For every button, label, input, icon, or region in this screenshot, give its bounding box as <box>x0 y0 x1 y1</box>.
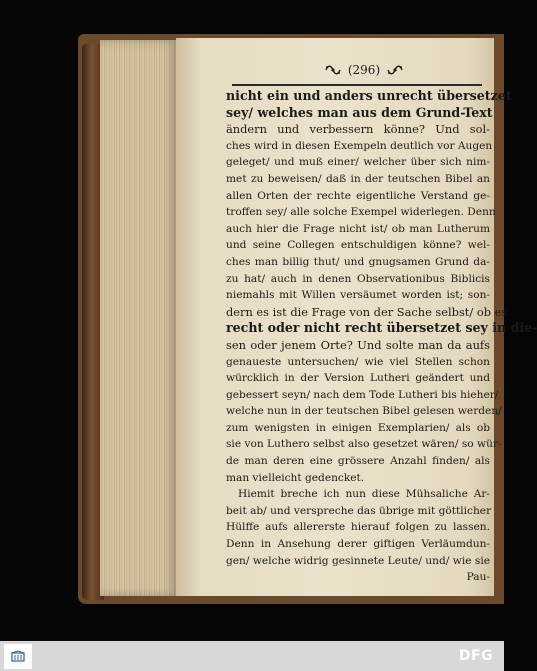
text-line: und seine Collegen entschuldigen könne? wel- <box>226 239 490 252</box>
page-edges <box>100 40 178 596</box>
text-line: met zu beweisen/ daß in der teutschen Bibel an <box>226 172 490 185</box>
text-line: dern es ist die Frage von der Sache selbst/ ob es <box>226 304 508 319</box>
text-line: nicht ein und anders unrecht übersetzet <box>226 88 512 103</box>
text-line: welche nun in der teutschen Bibel gelesen werden/ <box>226 405 502 418</box>
text-line: Pau- <box>466 571 490 584</box>
page-header <box>314 62 414 78</box>
text-line: zu hat/ auch in denen Observationibus Biblicis <box>226 272 490 285</box>
text-line: ches wird in diesen Exempeln deutlich vor Augen <box>226 139 493 152</box>
text-line: würcklich in der Version Lutheri geändert und <box>226 372 490 385</box>
text-line: allen Orten der rechte eigentliche Verstand ge- <box>226 189 490 202</box>
text-line: zum wenigsten in einigen Exemplarien/ als ob <box>226 421 490 434</box>
text-line: beit ab/ und verspreche das übrige mit göttlicher <box>226 504 492 517</box>
text-line: genaueste untersuchen/ wie viel Stellen schon <box>226 355 490 368</box>
text-line: ches man billig thut/ und gnugsamen Grund da- <box>226 255 490 268</box>
text-line: geleget/ und muß einer/ welcher über sich nim- <box>226 156 490 169</box>
text-line: Hiemit breche ich nun diese Mühsaliche Ar- <box>238 488 490 501</box>
text-line: Hülffe aufs allererste hierauf folgen zu lassen. <box>226 521 490 534</box>
text-line: ändern und verbessern könne? Und sol- <box>226 122 490 137</box>
library-logo[interactable] <box>4 644 32 669</box>
text-line: sey/ welches man aus dem Grund-Text <box>226 104 493 120</box>
header-rule <box>232 84 482 86</box>
viewer-footer-bar <box>0 641 504 671</box>
text-line: Denn in Ansehung derer giftigen Verläumdun- <box>226 538 490 551</box>
text-line: niemahls mit Willen versäumet worden ist; son- <box>226 289 490 302</box>
page-text <box>226 88 537 586</box>
text-line: auch hier die Frage nicht ist/ ob man Lutherum <box>226 222 490 235</box>
fleuron-icon <box>324 64 342 76</box>
text-line: man vielleicht gedencket. <box>226 471 365 484</box>
text-line: troffen sey/ alle solche Exempel widerlegen. Denn <box>226 206 496 219</box>
text-line: gebessert seyn/ nach dem Tode Lutheri bis hieher/ <box>226 388 499 401</box>
fleuron-icon <box>386 64 404 76</box>
dfg-logo[interactable]: DFG <box>458 648 494 664</box>
text-line: recht oder nicht recht übersetzet sey in die- <box>226 320 537 336</box>
text-line: de man deren eine grössere Anzahl finden/ als <box>226 455 490 468</box>
text-line: gen/ welche widrig gesinnete Leute/ und/ wie sie <box>226 554 490 567</box>
text-line: sie von Luthero selbst also gesetzet wären/ so wür- <box>226 438 502 451</box>
page-number: (296) <box>347 63 381 77</box>
text-line: sen oder jenem Orte? Und solte man da aufs <box>226 337 490 352</box>
library-logo-icon <box>11 651 25 663</box>
